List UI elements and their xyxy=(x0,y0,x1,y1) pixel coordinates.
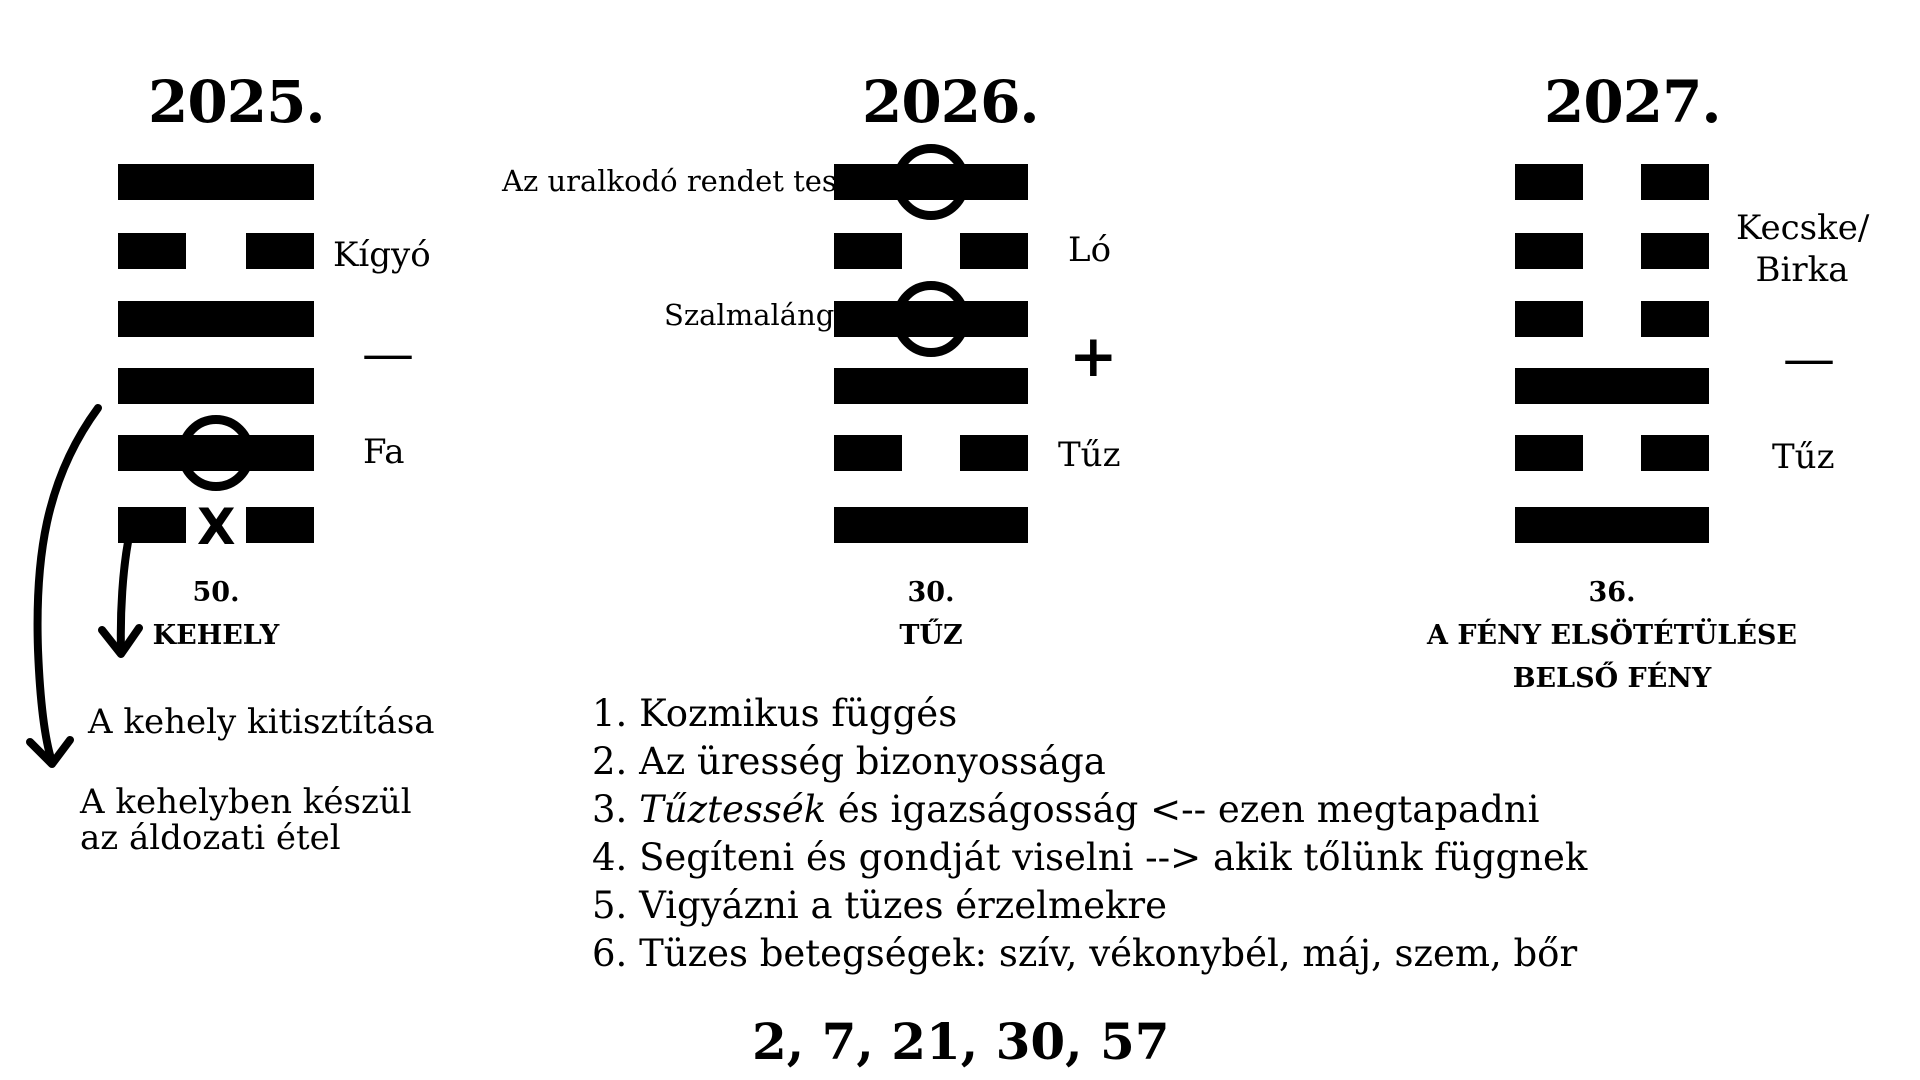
hex3-line-2-yin-left xyxy=(1515,233,1583,269)
year-2027-title: 2027. xyxy=(1544,68,1721,136)
list-item-5: 5. Vigyázni a tüzes érzelmekre xyxy=(592,884,1167,927)
hex2-line-4-yang xyxy=(834,368,1028,404)
hex2-circle-mark-top xyxy=(893,144,969,220)
hex2-line-6-yang xyxy=(834,507,1028,543)
hex3-line-6-yang xyxy=(1515,507,1709,543)
hex3-line-1-yin-left xyxy=(1515,164,1583,200)
list-item-3-italic: Tűztessék xyxy=(639,788,827,831)
hex3-line-3-yin-left xyxy=(1515,301,1583,337)
hex3-line-5-yin-right xyxy=(1641,435,1709,471)
list-item-2: 2. Az üresség bizonyossága xyxy=(592,740,1106,783)
hex1-number: 50. xyxy=(192,577,240,608)
hex3-line-2-yin-right xyxy=(1641,233,1709,269)
list-item-3-rest: és igazságosság <-- ezen megtapadni xyxy=(826,788,1540,831)
list-item-1: 1. Kozmikus függés xyxy=(592,692,958,735)
year-2026-title: 2026. xyxy=(862,68,1039,136)
hex3-line-5-yin-left xyxy=(1515,435,1583,471)
hex3-line-1-yin-right xyxy=(1641,164,1709,200)
hex2-line-2-yin-left xyxy=(834,233,902,269)
hex2-number: 30. xyxy=(907,577,955,608)
hex1-x-mark: X xyxy=(197,498,236,556)
hex3-number: 36. xyxy=(1588,577,1636,608)
hex3-animal-label-line2: Birka xyxy=(1755,250,1849,290)
hex3-polarity-sign: — xyxy=(1783,329,1835,389)
note-offering-line2: az áldozati étel xyxy=(80,818,341,858)
hex1-element-label: Fa xyxy=(363,432,405,472)
hex3-line-4-yang xyxy=(1515,368,1709,404)
hex3-element-label: Tűz xyxy=(1772,437,1835,477)
hex1-animal-label: Kígyó xyxy=(333,235,431,275)
annotation-straw-flame: Szalmaláng xyxy=(664,298,835,332)
hex3-animal-label-line1: Kecske/ xyxy=(1736,208,1870,248)
hex2-name: TŰZ xyxy=(899,620,963,651)
list-item-4: 4. Segíteni és gondját viselni --> akik tőlünk függnek xyxy=(592,836,1588,879)
list-item-3 xyxy=(592,788,1539,831)
hex1-polarity-sign: — xyxy=(362,324,414,384)
hex2-line-2-yin-right xyxy=(960,233,1028,269)
hex2-line-5-yin-left xyxy=(834,435,902,471)
hex1-name: KEHELY xyxy=(152,620,280,651)
hex2-line-5-yin-right xyxy=(960,435,1028,471)
hex2-element-label: Tűz xyxy=(1058,435,1121,475)
annotation-ruler-order: Az uralkodó rendet tesz xyxy=(502,164,853,198)
year-2025-title: 2025. xyxy=(148,68,325,136)
note-offering-line1: A kehelyben készül xyxy=(80,782,412,822)
note-cleansing: A kehely kitisztítása xyxy=(88,702,435,742)
hex2-circle-mark-third xyxy=(893,281,969,357)
hex3-line-3-yin-right xyxy=(1641,301,1709,337)
lucky-numbers: 2, 7, 21, 30, 57 xyxy=(752,1012,1170,1071)
short-arrow xyxy=(121,542,128,650)
hex2-polarity-sign: + xyxy=(1069,322,1118,390)
hex3-name: A FÉNY ELSÖTÉTÜLÉSE xyxy=(1427,620,1797,651)
hex2-animal-label: Ló xyxy=(1068,230,1112,270)
list-item-6: 6. Tüzes betegségek: szív, vékonybél, máj, szem, bőr xyxy=(592,932,1578,975)
list-item-3-prefix: 3. xyxy=(592,788,640,831)
hex3-name-line2: BELSŐ FÉNY xyxy=(1512,663,1712,694)
